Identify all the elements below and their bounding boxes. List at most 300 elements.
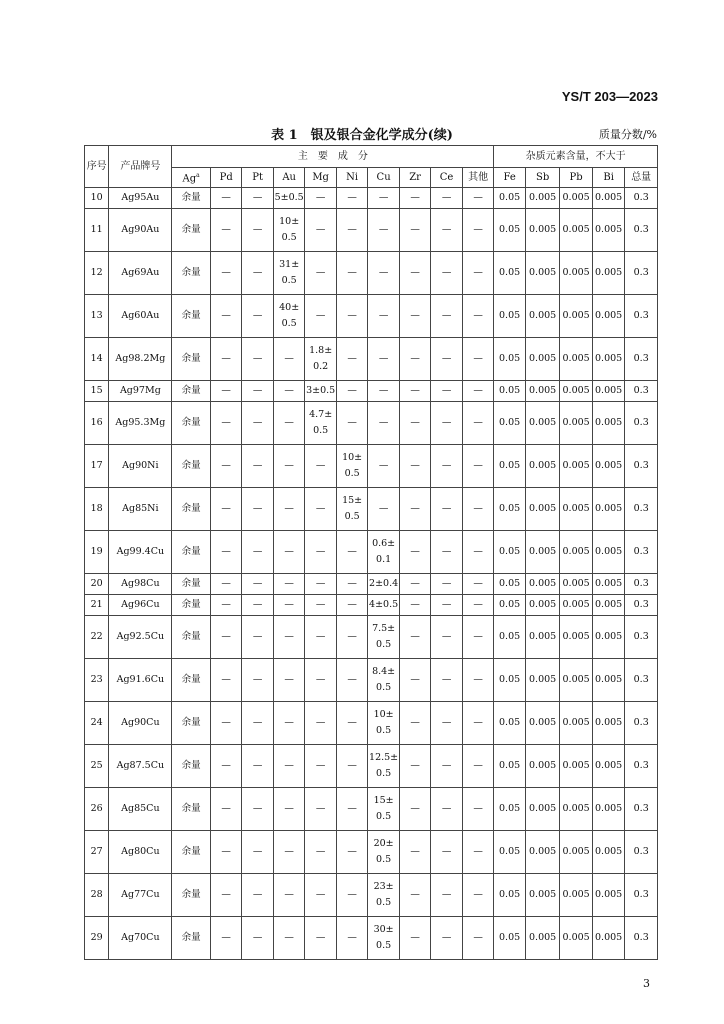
composition-table xyxy=(84,145,658,960)
main-cell: — xyxy=(210,745,241,788)
main-cell: — xyxy=(305,445,336,488)
impurity-cell: 0.005 xyxy=(560,381,593,402)
main-cell: 1.8± 0.2 xyxy=(305,338,336,381)
col-header: Zr xyxy=(399,168,430,188)
main-cell: 8.4± 0.5 xyxy=(368,659,399,702)
main-cell: — xyxy=(242,445,273,488)
main-cell: — xyxy=(242,874,273,917)
main-cell: — xyxy=(431,659,462,702)
main-cell: — xyxy=(242,252,273,295)
row-seq: 19 xyxy=(85,531,109,574)
impurity-cell: 0.005 xyxy=(560,188,593,209)
impurity-cell: 0.005 xyxy=(592,616,625,659)
main-cell: — xyxy=(242,488,273,531)
main-cell: — xyxy=(462,295,494,338)
impurity-cell: 0.005 xyxy=(592,252,625,295)
main-cell: — xyxy=(210,574,241,595)
impurity-cell: 0.005 xyxy=(525,252,560,295)
row-product: Ag95.3Mg xyxy=(109,402,172,445)
row-seq: 12 xyxy=(85,252,109,295)
row-product: Ag87.5Cu xyxy=(109,745,172,788)
main-cell: — xyxy=(462,831,494,874)
main-cell: 余量 xyxy=(172,295,211,338)
impurity-cell: 0.3 xyxy=(625,917,658,960)
row-seq: 20 xyxy=(85,574,109,595)
row-seq: 21 xyxy=(85,595,109,616)
main-cell: — xyxy=(399,188,430,209)
main-cell: — xyxy=(305,788,336,831)
main-cell: — xyxy=(242,338,273,381)
col-seq-header: 序号 xyxy=(85,146,109,188)
impurity-cell: 0.05 xyxy=(494,381,525,402)
main-cell: — xyxy=(242,659,273,702)
main-cell: — xyxy=(242,381,273,402)
page-number: 3 xyxy=(643,977,650,990)
main-cell: — xyxy=(273,788,304,831)
impurity-cell: 0.005 xyxy=(525,574,560,595)
impurity-cell: 0.005 xyxy=(560,831,593,874)
row-seq: 29 xyxy=(85,917,109,960)
main-cell: — xyxy=(273,659,304,702)
main-cell: 余量 xyxy=(172,595,211,616)
impurity-cell: 0.005 xyxy=(525,616,560,659)
col-header: Ce xyxy=(431,168,462,188)
row-seq: 24 xyxy=(85,702,109,745)
main-cell: — xyxy=(399,209,430,252)
main-cell: — xyxy=(431,338,462,381)
main-cell: — xyxy=(273,874,304,917)
main-cell: — xyxy=(399,745,430,788)
table-row xyxy=(85,659,658,702)
main-cell: — xyxy=(242,917,273,960)
impurity-cell: 0.005 xyxy=(592,659,625,702)
main-cell: — xyxy=(210,788,241,831)
row-product: Ag90Au xyxy=(109,209,172,252)
impurity-cell: 0.005 xyxy=(560,745,593,788)
main-cell: — xyxy=(462,659,494,702)
impurity-cell: 0.3 xyxy=(625,338,658,381)
main-cell: 余量 xyxy=(172,445,211,488)
main-cell: — xyxy=(462,917,494,960)
main-cell: — xyxy=(462,874,494,917)
main-cell: — xyxy=(431,252,462,295)
impurity-cell: 0.005 xyxy=(560,702,593,745)
main-cell: — xyxy=(399,917,430,960)
main-cell: 余量 xyxy=(172,488,211,531)
main-cell: — xyxy=(273,531,304,574)
col-header: Ni xyxy=(336,168,367,188)
main-cell: — xyxy=(210,252,241,295)
main-cell: — xyxy=(305,874,336,917)
main-cell: — xyxy=(462,252,494,295)
main-cell: 余量 xyxy=(172,402,211,445)
main-cell: — xyxy=(305,831,336,874)
main-cell: — xyxy=(336,295,367,338)
main-cell: — xyxy=(273,381,304,402)
impurity-cell: 0.005 xyxy=(525,874,560,917)
main-cell: — xyxy=(305,595,336,616)
main-cell: — xyxy=(210,402,241,445)
main-cell: — xyxy=(305,188,336,209)
main-cell: — xyxy=(399,381,430,402)
impurity-cell: 0.005 xyxy=(560,659,593,702)
impurity-cell: 0.005 xyxy=(592,488,625,531)
impurity-cell: 0.3 xyxy=(625,488,658,531)
col-header: Bi xyxy=(592,168,625,188)
main-cell: — xyxy=(462,788,494,831)
col-header: Pt xyxy=(242,168,273,188)
main-cell: — xyxy=(242,574,273,595)
main-cell: — xyxy=(305,745,336,788)
row-seq: 17 xyxy=(85,445,109,488)
main-cell: — xyxy=(242,745,273,788)
main-cell: — xyxy=(336,874,367,917)
main-cell: — xyxy=(336,188,367,209)
main-cell: 余量 xyxy=(172,338,211,381)
row-product: Ag96Cu xyxy=(109,595,172,616)
main-cell: — xyxy=(462,531,494,574)
main-cell: — xyxy=(462,445,494,488)
standard-code: YS/T 203—2023 xyxy=(561,89,658,104)
impurity-cell: 0.005 xyxy=(525,745,560,788)
main-cell: 余量 xyxy=(172,702,211,745)
impurity-cell: 0.05 xyxy=(494,788,525,831)
main-cell: — xyxy=(399,659,430,702)
main-cell: — xyxy=(336,917,367,960)
main-cell: — xyxy=(336,745,367,788)
impurity-cell: 0.005 xyxy=(592,874,625,917)
main-cell: — xyxy=(242,831,273,874)
main-cell: 余量 xyxy=(172,381,211,402)
main-cell: — xyxy=(210,531,241,574)
col-header: 总量 xyxy=(625,168,658,188)
main-cell: — xyxy=(242,531,273,574)
row-product: Ag85Cu xyxy=(109,788,172,831)
main-cell: 10± 0.5 xyxy=(273,209,304,252)
row-seq: 10 xyxy=(85,188,109,209)
table-row xyxy=(85,874,658,917)
main-cell: — xyxy=(336,531,367,574)
impurity-cell: 0.05 xyxy=(494,252,525,295)
main-cell: — xyxy=(305,295,336,338)
main-cell: 4.7± 0.5 xyxy=(305,402,336,445)
main-cell: — xyxy=(368,188,399,209)
main-cell: — xyxy=(431,381,462,402)
main-cell: — xyxy=(431,445,462,488)
main-cell: — xyxy=(273,402,304,445)
row-product: Ag60Au xyxy=(109,295,172,338)
impurity-cell: 0.3 xyxy=(625,831,658,874)
main-cell: — xyxy=(399,402,430,445)
row-seq: 18 xyxy=(85,488,109,531)
main-cell: — xyxy=(273,338,304,381)
impurity-cell: 0.005 xyxy=(592,595,625,616)
main-cell: — xyxy=(210,295,241,338)
impurity-cell: 0.005 xyxy=(525,659,560,702)
main-cell: — xyxy=(210,831,241,874)
impurity-cell: 0.3 xyxy=(625,531,658,574)
table-row xyxy=(85,188,658,209)
main-cell: — xyxy=(242,402,273,445)
impurity-cell: 0.05 xyxy=(494,659,525,702)
impurity-cell: 0.3 xyxy=(625,616,658,659)
impurity-cell: 0.005 xyxy=(592,574,625,595)
table-row xyxy=(85,488,658,531)
impurity-cell: 0.05 xyxy=(494,745,525,788)
impurity-cell: 0.3 xyxy=(625,295,658,338)
main-cell: — xyxy=(336,338,367,381)
main-cell: — xyxy=(273,595,304,616)
main-cell: — xyxy=(399,338,430,381)
main-cell: — xyxy=(431,531,462,574)
main-cell: 40± 0.5 xyxy=(273,295,304,338)
main-cell: — xyxy=(368,488,399,531)
table-row xyxy=(85,788,658,831)
impurity-cell: 0.005 xyxy=(592,445,625,488)
main-cell: — xyxy=(462,745,494,788)
main-cell: 余量 xyxy=(172,874,211,917)
table-row xyxy=(85,917,658,960)
col-header: Ag$^a$ xyxy=(172,168,211,188)
main-cell: — xyxy=(210,488,241,531)
table-row xyxy=(85,831,658,874)
impurity-cell: 0.05 xyxy=(494,616,525,659)
main-cell: — xyxy=(399,831,430,874)
table-row xyxy=(85,209,658,252)
impurity-cell: 0.05 xyxy=(494,209,525,252)
row-seq: 28 xyxy=(85,874,109,917)
row-product: Ag90Cu xyxy=(109,702,172,745)
main-cell: — xyxy=(336,574,367,595)
main-cell: 余量 xyxy=(172,788,211,831)
main-cell: 10± 0.5 xyxy=(336,445,367,488)
impurity-cell: 0.005 xyxy=(592,295,625,338)
impurity-cell: 0.005 xyxy=(560,295,593,338)
main-cell: — xyxy=(368,381,399,402)
row-seq: 27 xyxy=(85,831,109,874)
main-cell: 余量 xyxy=(172,659,211,702)
main-cell: — xyxy=(336,702,367,745)
row-seq: 14 xyxy=(85,338,109,381)
main-cell: — xyxy=(210,209,241,252)
impurity-cell: 0.005 xyxy=(560,209,593,252)
impurity-cell: 0.05 xyxy=(494,874,525,917)
row-seq: 25 xyxy=(85,745,109,788)
main-cell: 10± 0.5 xyxy=(368,702,399,745)
impurity-cell: 0.005 xyxy=(560,445,593,488)
main-cell: — xyxy=(431,595,462,616)
main-cell: — xyxy=(305,616,336,659)
main-cell: — xyxy=(462,702,494,745)
main-cell: — xyxy=(305,574,336,595)
main-cell: — xyxy=(431,874,462,917)
main-cell: — xyxy=(336,831,367,874)
main-cell: 2±0.4 xyxy=(368,574,399,595)
main-cell: — xyxy=(399,488,430,531)
main-cell: 余量 xyxy=(172,531,211,574)
impurity-cell: 0.005 xyxy=(525,445,560,488)
main-cell: — xyxy=(336,595,367,616)
main-cell: 余量 xyxy=(172,831,211,874)
impurity-cell: 0.005 xyxy=(592,188,625,209)
main-cell: — xyxy=(242,295,273,338)
impurity-cell: 0.3 xyxy=(625,381,658,402)
impurity-cell: 0.005 xyxy=(525,488,560,531)
table-row xyxy=(85,402,658,445)
impurity-cell: 0.005 xyxy=(592,402,625,445)
main-cell: — xyxy=(273,616,304,659)
main-cell: — xyxy=(431,917,462,960)
impurity-cell: 0.3 xyxy=(625,574,658,595)
impurity-cell: 0.005 xyxy=(525,917,560,960)
table-row xyxy=(85,531,658,574)
impurity-cell: 0.005 xyxy=(592,745,625,788)
main-cell: 余量 xyxy=(172,917,211,960)
impurity-cell: 0.005 xyxy=(525,531,560,574)
impurity-cell: 0.05 xyxy=(494,188,525,209)
table-row xyxy=(85,574,658,595)
main-cell: — xyxy=(305,209,336,252)
table-row xyxy=(85,702,658,745)
row-product: Ag98.2Mg xyxy=(109,338,172,381)
main-cell: — xyxy=(242,188,273,209)
impurity-cell: 0.005 xyxy=(592,702,625,745)
impurity-cell: 0.005 xyxy=(560,338,593,381)
main-cell: 余量 xyxy=(172,745,211,788)
impurity-cell: 0.005 xyxy=(592,381,625,402)
impurity-cell: 0.05 xyxy=(494,574,525,595)
main-cell: — xyxy=(242,788,273,831)
main-cell: — xyxy=(336,209,367,252)
main-cell: — xyxy=(368,402,399,445)
main-cell: — xyxy=(273,917,304,960)
impurity-cell: 0.005 xyxy=(525,702,560,745)
main-cell: — xyxy=(305,252,336,295)
row-seq: 13 xyxy=(85,295,109,338)
impurity-cell: 0.3 xyxy=(625,745,658,788)
main-cell: — xyxy=(210,702,241,745)
main-cell: — xyxy=(431,188,462,209)
main-cell: — xyxy=(210,595,241,616)
main-cell: — xyxy=(210,917,241,960)
col-header: Mg xyxy=(305,168,336,188)
impurity-cell: 0.005 xyxy=(525,402,560,445)
main-cell: 5±0.5 xyxy=(273,188,304,209)
impurity-cell: 0.3 xyxy=(625,445,658,488)
main-cell: — xyxy=(368,209,399,252)
main-cell: — xyxy=(305,488,336,531)
main-cell: — xyxy=(431,209,462,252)
main-cell: 余量 xyxy=(172,574,211,595)
table-row xyxy=(85,338,658,381)
main-cell: 15± 0.5 xyxy=(336,488,367,531)
row-seq: 26 xyxy=(85,788,109,831)
row-product: Ag91.6Cu xyxy=(109,659,172,702)
main-cell: — xyxy=(273,488,304,531)
main-cell: — xyxy=(431,295,462,338)
row-product: Ag95Au xyxy=(109,188,172,209)
impurity-cell: 0.3 xyxy=(625,874,658,917)
main-cell: 余量 xyxy=(172,252,211,295)
main-cell: — xyxy=(273,702,304,745)
impurity-cell: 0.005 xyxy=(525,188,560,209)
impurity-cell: 0.05 xyxy=(494,702,525,745)
main-cell: — xyxy=(273,745,304,788)
main-cell: — xyxy=(336,788,367,831)
row-product: Ag85Ni xyxy=(109,488,172,531)
main-cell: — xyxy=(431,788,462,831)
main-cell: — xyxy=(399,574,430,595)
impurity-cell: 0.05 xyxy=(494,338,525,381)
col-header: Cu xyxy=(368,168,399,188)
main-cell: — xyxy=(242,209,273,252)
main-cell: — xyxy=(210,338,241,381)
main-cell: — xyxy=(336,381,367,402)
table-row xyxy=(85,616,658,659)
main-cell: — xyxy=(462,402,494,445)
footnote-marker: a xyxy=(196,172,200,179)
impurity-cell: 0.005 xyxy=(525,338,560,381)
main-cell: — xyxy=(399,595,430,616)
col-header: Fe xyxy=(494,168,525,188)
main-cell: — xyxy=(462,338,494,381)
impurity-cell: 0.005 xyxy=(560,616,593,659)
main-cell: — xyxy=(305,702,336,745)
impurity-cell: 0.005 xyxy=(525,209,560,252)
row-seq: 15 xyxy=(85,381,109,402)
main-cell: 30± 0.5 xyxy=(368,917,399,960)
row-product: Ag99.4Cu xyxy=(109,531,172,574)
main-cell: — xyxy=(368,338,399,381)
impurity-cell: 0.005 xyxy=(525,595,560,616)
impurity-cell: 0.3 xyxy=(625,252,658,295)
impurity-cell: 0.005 xyxy=(560,574,593,595)
main-cell: — xyxy=(305,659,336,702)
impurity-cell: 0.005 xyxy=(592,209,625,252)
main-cell: — xyxy=(462,188,494,209)
row-product: Ag70Cu xyxy=(109,917,172,960)
main-cell: — xyxy=(305,531,336,574)
impurity-cell: 0.3 xyxy=(625,402,658,445)
impurity-cell: 0.005 xyxy=(560,252,593,295)
main-cell: 23± 0.5 xyxy=(368,874,399,917)
main-cell: — xyxy=(210,616,241,659)
main-cell: — xyxy=(399,874,430,917)
main-cell: 余量 xyxy=(172,209,211,252)
main-cell: — xyxy=(462,574,494,595)
impurity-cell: 0.3 xyxy=(625,788,658,831)
col-header: Au xyxy=(273,168,304,188)
main-cell: — xyxy=(273,574,304,595)
row-product: Ag97Mg xyxy=(109,381,172,402)
main-cell: 15± 0.5 xyxy=(368,788,399,831)
col-header: Pd xyxy=(210,168,241,188)
impurity-group-header: 杂质元素含量，不大于 xyxy=(494,146,658,168)
impurity-cell: 0.005 xyxy=(525,831,560,874)
impurity-cell: 0.005 xyxy=(525,381,560,402)
main-cell: — xyxy=(462,381,494,402)
impurity-cell: 0.005 xyxy=(592,917,625,960)
main-cell: — xyxy=(273,831,304,874)
row-seq: 16 xyxy=(85,402,109,445)
impurity-cell: 0.05 xyxy=(494,402,525,445)
main-cell: 3±0.5 xyxy=(305,381,336,402)
impurity-cell: 0.05 xyxy=(494,295,525,338)
main-cell: 4±0.5 xyxy=(368,595,399,616)
main-cell: — xyxy=(462,616,494,659)
main-cell: — xyxy=(336,659,367,702)
main-cell: — xyxy=(210,445,241,488)
